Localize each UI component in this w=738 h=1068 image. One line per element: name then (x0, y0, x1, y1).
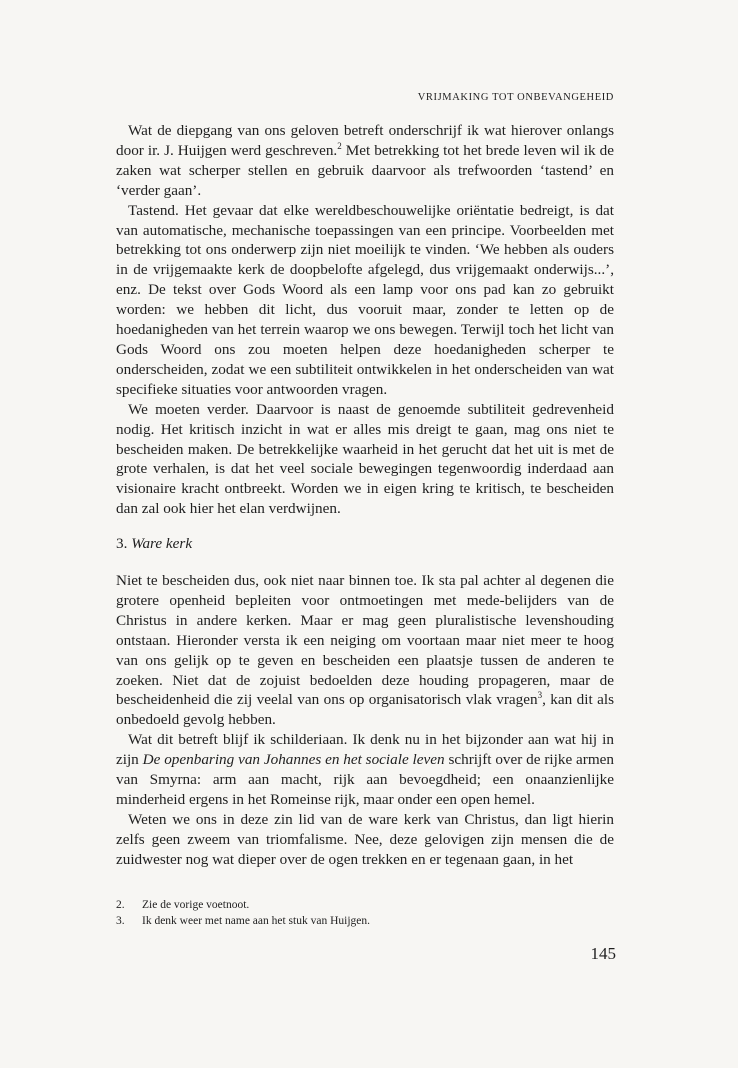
paragraph-text: , kan dit als onbedoeld gevolg hebben. (116, 691, 614, 729)
paragraph-text: Met betrekking tot het brede leven wil ik de zaken wat scherper stellen en gebruik daarvoor als trefwoorden ‘tastend’ en ‘verder gaan’. (116, 141, 614, 199)
running-head: VRIJMAKING TOT ONBEVANGEHEID (417, 92, 614, 103)
footnote-number: 3. (116, 915, 125, 927)
paragraph-text: schrijft over de rijke armen van Smyrna: arm aan macht, rijk aan bevoegdheid; een onaanzienlijke minderheid ergens in het Romeinse rijk, maar onder een open hemel. (116, 751, 614, 808)
footnotes (116, 897, 370, 929)
paragraph-text: Wat de diepgang van ons geloven betreft onderschrijf ik wat hierover onlangs door ir. J. Huijgen werd geschreven. (116, 122, 614, 159)
section-number: 3. (116, 535, 128, 552)
section-heading (116, 535, 192, 553)
paragraph-diepgang (116, 121, 614, 201)
footnote-ref: 3 (537, 690, 543, 701)
footnote-text: Zie de vorige voetnoot. (142, 899, 250, 911)
footnote (116, 897, 370, 913)
book-title: De openbaring van Johannes en het sociale leven (142, 751, 445, 769)
paragraph-verder: We moeten verder. Daarvoor is naast de genoemde subtiliteit gedrevenheid nodig. Het kritisch inzicht in wat er alles mis dreigt te gaan, mag ons niet te bescheiden maken. De betrekkelijke waarheid in het gerucht dat het uit is met de grote verhalen, is dat het veel sociale bewegingen tegenwoordig inderdaad aan visionaire kracht ontbreekt. Worden we in eigen kring te kritisch, te bescheiden dan zal ook hier het elan verdwijnen. (116, 400, 614, 518)
paragraph-ware-kerk: Weten we ons in deze zin lid van de ware kerk van Christus, dan ligt hierin zelfs geen zweem van triomfalisme. Nee, deze gelovigen zijn mensen die de zuidwester nog wat dieper over de ogen trekken en er tegenaan gaan, in het (116, 810, 614, 868)
section-title: Ware kerk (131, 535, 193, 552)
body-text (116, 121, 614, 519)
footnote-text: Ik denk weer met name aan het stuk van Huijgen. (142, 915, 371, 927)
footnote-number: 2. (116, 899, 125, 911)
paragraph-bescheiden (116, 571, 614, 730)
footnote-ref: 2 (337, 140, 342, 151)
footnote (116, 913, 370, 929)
paragraph-text: Niet te bescheiden dus, ook niet naar binnen toe. Ik sta pal achter al degenen die grotere openheid bepleiten voor ontmoetingen met mede-belijders van de Christus in andere kerken. Maar er mag geen pluralistische levenshouding ontstaan. Hieronder versta ik een neiging om voortaan maar niet meer te hoog van ons gelijk op te geven en bescheiden een plaatsje tussen de anderen te zoeken. Niet dat de zojuist bedoelden deze houding propageren, maar de bescheidenheid die zij veelal van ons op organisatorisch vlak vragen (116, 572, 614, 709)
paragraph-tastend: Tastend. Het gevaar dat elke wereldbeschouwelijke oriëntatie bedreigt, is dat van automatische, mechanische toepassingen van een principe. Voorbeelden met betrekking tot ons onderwerp zijn niet moeilijk te vinden. ‘We hebben als ouders in de vrijgemaakte kerk de doopbelofte afgelegd, dus vrijgemaakt onderwijs...’, enz. De tekst over Gods Woord als een lamp voor ons pad kan zo gebruikt worden: we hebben dit licht, dus vooruit maar, zonder te letten op de hoedanigheden van het terrein waarop we ons bewegen. Terwijl toch het licht van Gods Woord ons zou moeten helpen deze hoedanigheden scherper te onderscheiden, zodat we een subtiliteit ontwikkelen in het onderscheiden van wat specifieke situaties voor antwoorden vragen. (116, 201, 614, 398)
page-number: 145 (590, 944, 616, 963)
paragraph-schilderiaan (116, 730, 614, 810)
paragraph-text: Wat dit betreft blijf ik schilderiaan. Ik denk nu in het bijzonder aan wat hij in zijn (116, 731, 614, 769)
section-text (116, 571, 614, 870)
